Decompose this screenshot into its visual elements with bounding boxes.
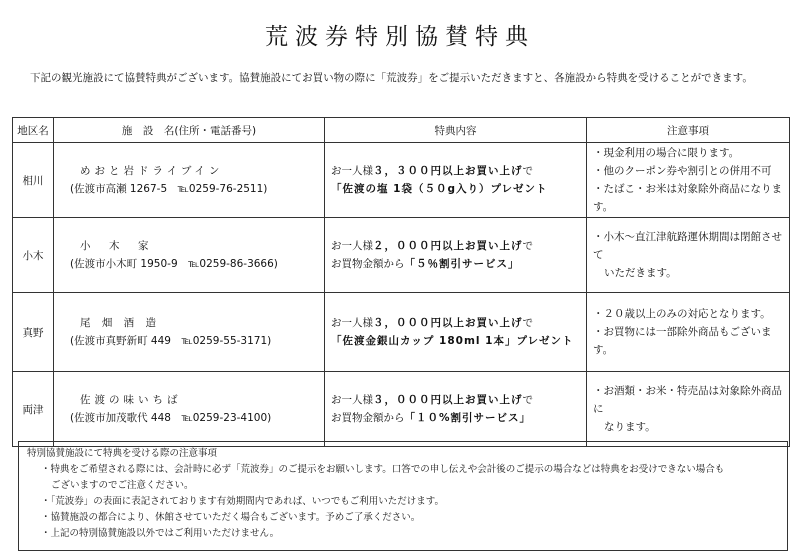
- note-line: いただきます。: [604, 267, 677, 279]
- notice-item: ・上記の特別協賛施設以外ではご利用いただけません。: [41, 528, 280, 539]
- note-line: ・お酒類・お米・特売品は対象除外商品に: [593, 385, 782, 415]
- header-area: 地区名: [13, 118, 54, 143]
- notice-title: 特別協賛施設にて特典を受ける際の注意事項: [27, 448, 218, 459]
- benefit-suffix: で: [522, 240, 533, 252]
- area-cell: 両津: [13, 372, 54, 447]
- benefit-suffix: で: [522, 394, 533, 406]
- benefit-prefix: お一人様: [331, 165, 373, 177]
- notes-cell: [587, 293, 790, 372]
- page-title: 荒波券特別協賛特典: [265, 24, 535, 50]
- benefit-detail: 「１０%割引サービス」: [404, 412, 532, 424]
- benefit-condition: ２，０００円以上お買い上げ: [373, 240, 523, 252]
- facility-cell: [54, 372, 325, 447]
- note-line: なります。: [604, 421, 656, 433]
- table-row: [13, 293, 790, 372]
- header-facility: 施 設 名(住所・電話番号): [54, 118, 325, 143]
- notice-item-continued: ございますのでご注意ください。: [51, 480, 194, 491]
- area-cell: 相川: [13, 143, 54, 218]
- benefit-condition: ３，３００円以上お買い上げ: [373, 165, 523, 177]
- facility-address: (佐渡市小木町 1950-9 ℡0259-86-3666): [70, 258, 278, 270]
- benefit-prefix: お一人様: [331, 394, 373, 406]
- benefit-detail: 「５％割引サービス」: [404, 258, 520, 270]
- facility-name: めおと岩ドライブイン: [80, 165, 224, 177]
- note-line: ・たばこ・お米は対象除外商品になります。: [593, 183, 782, 213]
- notes-cell: [587, 218, 790, 293]
- area-cell: 真野: [13, 293, 54, 372]
- benefits-table: [12, 117, 790, 447]
- facility-name: 小 木 家: [80, 240, 153, 252]
- facility-name: 佐渡の味いちば: [80, 394, 182, 406]
- note-line: ・現金利用の場合に限ります。: [593, 147, 740, 159]
- header-notes: 注意事項: [587, 118, 790, 143]
- note-line: ・お買物には一部除外商品もございます。: [593, 326, 772, 356]
- benefit-cell: [325, 218, 587, 293]
- benefit-condition: ３，０００円以上お買い上げ: [373, 394, 523, 406]
- notes-cell: [587, 372, 790, 447]
- area-cell: 小木: [13, 218, 54, 293]
- header-benefit: 特典内容: [325, 118, 587, 143]
- table-row: [13, 372, 790, 447]
- benefit-detail: 「佐渡金銀山カップ 180ml 1本」プレゼント: [331, 335, 574, 347]
- benefit-detail-prefix: お買物金額から: [331, 258, 405, 270]
- note-line: ・小木～直江津航路運休期間は閉館させて: [593, 231, 782, 261]
- facility-address: (佐渡市真野新町 449 ℡0259-55-3171): [70, 335, 272, 347]
- benefit-detail-prefix: お買物金額から: [331, 412, 405, 424]
- facility-cell: [54, 293, 325, 372]
- notice-item: ・「荒波券」の表面に表記されております有効期間内であれば、いつでもご利用いただけます。: [41, 496, 444, 507]
- benefit-prefix: お一人様: [331, 240, 373, 252]
- benefit-condition: ３，０００円以上お買い上げ: [373, 317, 523, 329]
- facility-cell: [54, 218, 325, 293]
- benefit-detail: 「佐渡の塩 1袋（５０g入り）プレゼント: [331, 183, 548, 195]
- benefit-cell: [325, 143, 587, 218]
- table-row: [13, 218, 790, 293]
- notice-item: ・特典をご希望される際には、会計時に必ず「荒波券」のご提示をお願いします。口答での申し伝えや会計後のご提示の場合などは特典をお受けできない場合も: [41, 464, 725, 475]
- facility-address: (佐渡市加茂歌代 448 ℡0259-23-4100): [70, 412, 272, 424]
- facility-name: 尾 畑 酒 造: [80, 317, 161, 329]
- benefit-suffix: で: [522, 317, 533, 329]
- note-line: ・２０歳以上のみの対応となります。: [593, 308, 771, 320]
- facility-address: (佐渡市高瀬 1267-5 ℡0259-76-2511): [70, 183, 268, 195]
- benefit-cell: [325, 293, 587, 372]
- benefit-cell: [325, 372, 587, 447]
- benefit-prefix: お一人様: [331, 317, 373, 329]
- facility-cell: [54, 143, 325, 218]
- notes-cell: [587, 143, 790, 218]
- notice-box: [18, 441, 788, 551]
- notice-item: ・協賛施設の都合により、休館させていただく場合もございます。予めご了承ください。: [41, 512, 421, 523]
- table-row: [13, 143, 790, 218]
- intro-paragraph: 下記の観光施設にて協賛特典がございます。協賛施設にてお買い物の際に「荒波券」をご提示いただきますと、各施設から特典を受けることができます。: [30, 72, 753, 84]
- table-header-row: [13, 118, 790, 143]
- note-line: ・他のクーポン券や割引との併用不可: [593, 165, 772, 177]
- benefit-suffix: で: [522, 165, 533, 177]
